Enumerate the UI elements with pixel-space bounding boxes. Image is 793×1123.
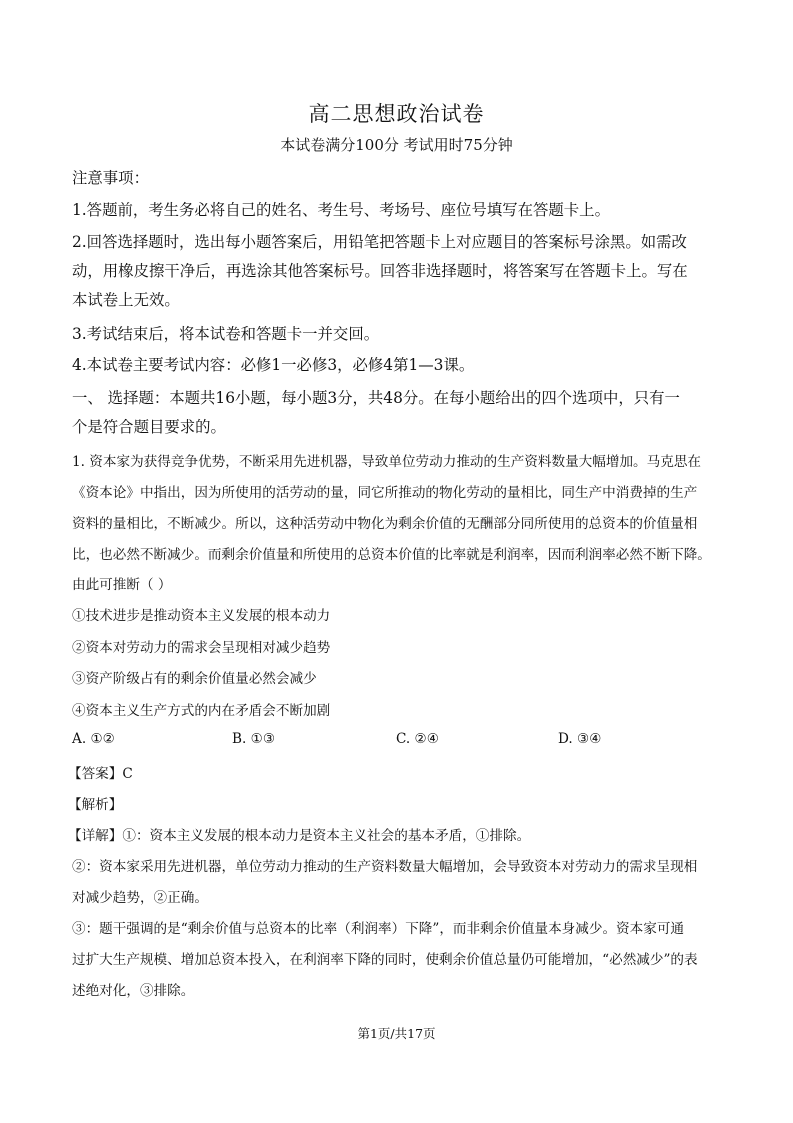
notice-line-5: 3.考试结束后，将本试卷和答题卡一并交回。 — [72, 325, 380, 343]
section-heading-line-1: 一、 选择题：本题共16小题，每小题3分，共48分。在每小题给出的四个选项中，只有一 — [72, 389, 680, 407]
statement-3: ③资产阶级占有的剩余价值量必然会减少 — [72, 671, 317, 687]
statement-2: ②资本对劳动力的需求会呈现相对减少趋势 — [72, 640, 331, 656]
statement-1: ①技术进步是推动资本主义发展的根本动力 — [72, 608, 331, 624]
analysis-line-6: 述绝对化，③排除。 — [72, 983, 195, 999]
analysis-line-4: ③：题干强调的是“剩余价值与总资本的比率（利润率）下降”，而非剩余价值量本身减少。资本家可通 — [72, 921, 685, 937]
page-title: 高二思想政治试卷 — [308, 102, 485, 126]
analysis-line-5: 过扩大生产规模、增加总资本投入，在利润率下降的同时，使剩余价值总量仍可能增加，“必然减少”的表 — [72, 952, 698, 968]
analysis-line-3: 对减少趋势，②正确。 — [72, 890, 208, 906]
question-stem-line-3: 资料的量相比，不断减少。所以，这种活劳动中物化为剩余价值的无酬部分同所使用的总资本的价值量相 — [72, 516, 698, 532]
notice-line-4: 本试卷上无效。 — [72, 291, 180, 309]
question-stem-line-5: 由此可推断（ ） — [72, 577, 172, 593]
option-a: A. ①② — [72, 731, 115, 747]
analysis-line-2: ②：资本家采用先进机器，单位劳动力推动的生产资料数量大幅增加，会导致资本对劳动力的需求呈现相 — [72, 859, 698, 875]
notice-line-2: 2.回答选择题时，选出每小题答案后，用铅笔把答题卡上对应题目的答案标号涂黑。如需改 — [72, 233, 687, 251]
notice-line-1: 1.答题前，考生务必将自己的姓名、考生号、考场号、座位号填写在答题卡上。 — [72, 201, 610, 219]
statement-4: ④资本主义生产方式的内在矛盾会不断加剧 — [72, 703, 331, 719]
question-stem-line-4: 比，也必然不断减少。而剩余价值量和所使用的总资本价值的比率就是利润率，因而利润率必然不断下降。 — [72, 547, 711, 563]
section-heading-line-2: 个是符合题目要求的。 — [72, 418, 226, 436]
option-c: C. ②④ — [396, 731, 439, 747]
answer-label: 【答案】C — [68, 766, 133, 782]
analysis-label: 【解析】 — [68, 797, 123, 813]
question-stem-line-1: 1. 资本家为获得竞争优势，不断采用先进机器，导致单位劳动力推动的生产资料数量大幅增加。马克思在 — [72, 454, 702, 470]
page-number: 第1页/共17页 — [357, 1026, 436, 1041]
question-stem-line-2: 《资本论》中指出，因为所使用的活劳动的量，同它所推动的物化劳动的量相比，同生产中消费掉的生产 — [72, 485, 698, 501]
notice-line-3: 动，用橡皮擦干净后，再选涂其他答案标号。回答非选择题时，将答案写在答题卡上。写在 — [72, 262, 688, 280]
option-d: D. ③④ — [558, 731, 602, 747]
option-b: B. ①③ — [232, 731, 276, 747]
analysis-line-1: 【详解】①：资本主义发展的根本动力是资本主义社会的基本矛盾，①排除。 — [68, 828, 531, 844]
notice-heading: 注意事项： — [72, 169, 149, 187]
page-subtitle: 本试卷满分100分 考试用时75分钟 — [280, 136, 513, 154]
notice-line-6: 4.本试卷主要考试内容：必修1一必修3，必修4第1—3课。 — [72, 356, 475, 374]
